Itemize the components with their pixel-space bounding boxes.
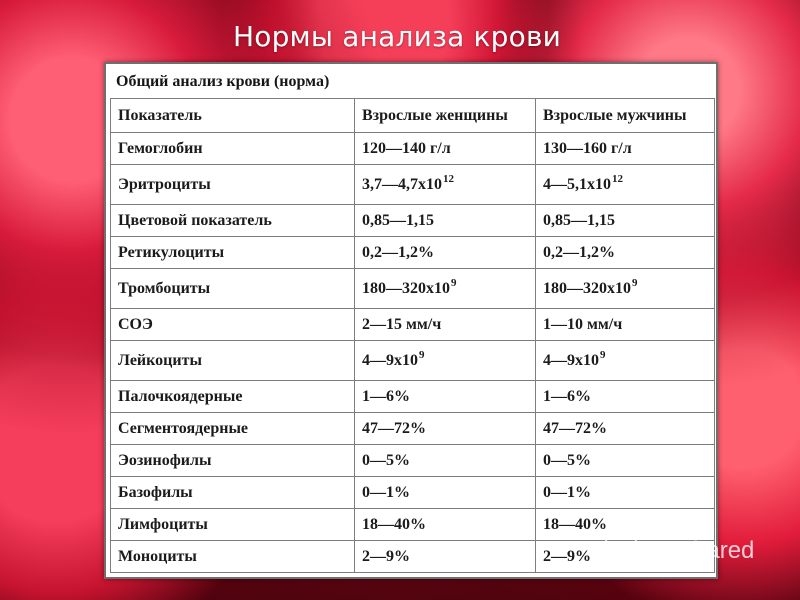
row-label-platelets: Тромбоциты — [111, 269, 355, 309]
table-row-reticulocytes — [111, 237, 715, 269]
men-value-lymphocytes: 18—40% — [536, 509, 715, 541]
table-row-platelets — [111, 269, 715, 309]
men-value-erythrocytes-exponent: 12 — [612, 172, 623, 185]
row-label-band-neutrophils: Палочкоядерные — [111, 381, 355, 413]
women-value-esr: 2—15 мм/ч — [355, 309, 536, 341]
women-value-hemoglobin: 120—140 г/л — [355, 133, 536, 165]
women-value-platelets-text: 180—320х10 — [362, 279, 450, 297]
row-label-color-index: Цветовой показатель — [111, 205, 355, 237]
table-row-monocytes — [111, 541, 715, 573]
blood-test-table-panel — [104, 62, 718, 579]
women-value-eosinophils: 0—5% — [355, 445, 536, 477]
men-value-eosinophils: 0—5% — [536, 445, 715, 477]
watermark-text: MyShared — [645, 537, 755, 564]
row-label-leukocytes: Лейкоциты — [111, 341, 355, 381]
row-label-reticulocytes: Ретикулоциты — [111, 237, 355, 269]
women-value-basophils: 0—1% — [355, 477, 536, 509]
row-label-lymphocytes: Лимфоциты — [111, 509, 355, 541]
header-indicator: Показатель — [111, 99, 355, 133]
row-label-monocytes: Моноциты — [111, 541, 355, 573]
table-row-segmented-neutrophils — [111, 413, 715, 445]
row-label-basophils: Базофилы — [111, 477, 355, 509]
men-value-band-neutrophils: 1—6% — [536, 381, 715, 413]
women-value-platelets — [355, 269, 536, 309]
table-row-erythrocytes — [111, 165, 715, 205]
table-row-eosinophils — [111, 445, 715, 477]
table-row-esr — [111, 309, 715, 341]
men-value-platelets — [536, 269, 715, 309]
row-label-segmented-neutrophils: Сегментоядерные — [111, 413, 355, 445]
table-caption: Общий анализ крови (норма) — [116, 73, 330, 90]
men-value-basophils: 0—1% — [536, 477, 715, 509]
page-title: Нормы анализа крови — [233, 20, 562, 53]
men-value-monocytes: 2—9% — [536, 541, 715, 573]
table-row-leukocytes — [111, 341, 715, 381]
women-value-segmented-neutrophils: 47—72% — [355, 413, 536, 445]
men-value-hemoglobin: 130—160 г/л — [536, 133, 715, 165]
men-value-segmented-neutrophils: 47—72% — [536, 413, 715, 445]
women-value-leukocytes-exponent: 9 — [419, 348, 425, 361]
men-value-erythrocytes-text: 4—5,1х10 — [543, 175, 611, 193]
women-value-monocytes: 2—9% — [355, 541, 536, 573]
row-label-eosinophils: Эозинофилы — [111, 445, 355, 477]
men-value-color-index: 0,85—1,15 — [536, 205, 715, 237]
men-value-leukocytes-text: 4—9х10 — [543, 351, 599, 369]
blood-test-normal-values-table — [110, 98, 715, 573]
women-value-band-neutrophils: 1—6% — [355, 381, 536, 413]
table-row-lymphocytes — [111, 509, 715, 541]
row-label-hemoglobin: Гемоглобин — [111, 133, 355, 165]
row-label-erythrocytes: Эритроциты — [111, 165, 355, 205]
men-value-esr: 1—10 мм/ч — [536, 309, 715, 341]
women-value-erythrocytes-exponent: 12 — [443, 172, 454, 185]
women-value-lymphocytes: 18—40% — [355, 509, 536, 541]
men-value-leukocytes-exponent: 9 — [600, 348, 606, 361]
table-row-hemoglobin — [111, 133, 715, 165]
table-row-basophils — [111, 477, 715, 509]
women-value-reticulocytes: 0,2—1,2% — [355, 237, 536, 269]
women-value-leukocytes-text: 4—9х10 — [362, 351, 418, 369]
men-value-erythrocytes — [536, 165, 715, 205]
table-row-band-neutrophils — [111, 381, 715, 413]
header-adult-women: Взрослые женщины — [355, 99, 536, 133]
table-row-color-index — [111, 205, 715, 237]
table-header-row — [111, 99, 715, 133]
men-value-platelets-exponent: 9 — [632, 276, 638, 289]
header-adult-men: Взрослые мужчины — [536, 99, 715, 133]
women-value-color-index: 0,85—1,15 — [355, 205, 536, 237]
men-value-platelets-text: 180—320х10 — [543, 279, 631, 297]
row-label-esr: СОЭ — [111, 309, 355, 341]
men-value-reticulocytes: 0,2—1,2% — [536, 237, 715, 269]
women-value-platelets-exponent: 9 — [451, 276, 457, 289]
women-value-erythrocytes — [355, 165, 536, 205]
men-value-leukocytes — [536, 341, 715, 381]
women-value-leukocytes — [355, 341, 536, 381]
women-value-erythrocytes-text: 3,7—4,7х10 — [362, 175, 442, 193]
